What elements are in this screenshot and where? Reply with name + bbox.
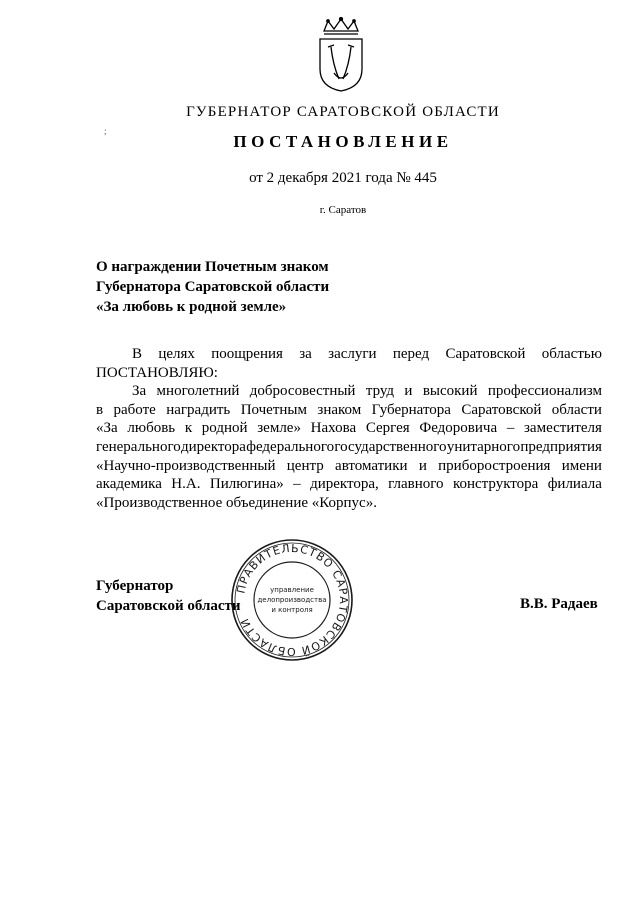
body-word: – (506, 420, 515, 437)
coat-of-arms-emblem (314, 17, 368, 93)
body-word: знаком (317, 401, 362, 418)
body-word: за (299, 346, 312, 362)
body-word: целях (158, 346, 195, 362)
position-line: Саратовской области (96, 598, 241, 614)
body-word: земле» (257, 420, 301, 437)
body-word: унитарного (446, 438, 521, 455)
body-word: работе (113, 401, 156, 418)
body-word: Пилюгина» (209, 476, 284, 493)
body-word: – (293, 476, 301, 493)
body-line (96, 438, 602, 457)
body-word: директора, (310, 476, 379, 493)
body-word: федерального (246, 438, 335, 455)
body-word: Федоровича (419, 420, 498, 437)
document-body (96, 345, 602, 512)
body-word: профессионализм (487, 383, 602, 400)
body-word: «Научно-производственный (96, 457, 276, 474)
body-word: Саратовской (461, 401, 542, 418)
body-word: наградить (166, 401, 231, 418)
stamp-inner-line: и контроля (271, 606, 313, 614)
signatory-name: В.В. Радаев (520, 596, 598, 612)
body-line (96, 382, 602, 401)
body-word: директора (181, 438, 246, 455)
body-word: государственного (334, 438, 447, 455)
body-line (96, 457, 602, 476)
body-word: многолетний (156, 383, 240, 400)
decree-keyword: ПОСТАНОВЛЯЮ: (96, 364, 218, 381)
body-word: автоматики (335, 457, 408, 474)
body-word: добросовестный (249, 383, 356, 400)
stamp-outer-text: ПРАВИТЕЛЬСТВО САРАТОВСКОЙ ОБЛАСТИ (234, 541, 351, 659)
body-word: области (551, 401, 602, 418)
body-word: предприятия (520, 438, 602, 455)
subject-line: «За любовь к родной земле» (96, 299, 287, 315)
body-word: любовь (127, 420, 176, 437)
body-word: Губернатора (371, 401, 451, 418)
document-date-number: от 2 декабря 2021 года № 445 (249, 170, 437, 186)
body-word: филиала (547, 476, 602, 493)
margin-mark: ; (104, 126, 107, 136)
body-word: За (132, 383, 147, 400)
body-word: труд (365, 383, 395, 400)
body-word: Н.А. (171, 476, 201, 493)
document-city: г. Саратов (319, 204, 367, 216)
body-word: академика (96, 476, 162, 493)
body-line (96, 419, 602, 438)
subject-line: Губернатора Саратовской области (96, 279, 330, 295)
body-word: поощрения (211, 346, 283, 362)
stamp-inner-line: управление (270, 586, 314, 594)
issuing-authority: ГУБЕРНАТОР САРАТОВСКОЙ ОБЛАСТИ (186, 104, 500, 120)
body-word: генерального (96, 438, 181, 455)
body-last-line: «Производственное объединение «Корпус». (96, 494, 377, 511)
body-word: и (418, 457, 427, 474)
body-word: высокий (422, 383, 478, 400)
subject-line: О награждении Почетным знаком (96, 259, 329, 275)
body-word: имени (561, 457, 602, 474)
body-word: заслуги (328, 346, 377, 362)
body-word: конструктора (452, 476, 539, 493)
position-line: Губернатор (96, 578, 174, 594)
body-line (96, 345, 602, 364)
stamp-inner-line: делопроизводства (257, 596, 327, 604)
document-subject (96, 257, 416, 317)
signatory-position (96, 576, 241, 616)
body-word: приборостроения (438, 457, 551, 474)
body-word: главного (388, 476, 444, 493)
body-word: заместителя (524, 420, 602, 437)
document-type: ПОСТАНОВЛЕНИЕ (233, 132, 453, 151)
body-word: В (132, 346, 143, 362)
body-word: Почетным (240, 401, 307, 418)
body-word: «За (96, 420, 118, 437)
body-word: и (404, 383, 413, 400)
body-word: центр (286, 457, 324, 474)
body-word: перед (392, 346, 430, 362)
body-word: Сергея (365, 420, 410, 437)
body-word: родной (201, 420, 248, 437)
body-line (96, 401, 602, 420)
body-word: к (184, 420, 193, 437)
body-word: Саратовской (445, 346, 526, 362)
body-word: областью (541, 346, 602, 362)
body-word: в (96, 401, 104, 418)
body-line (96, 475, 602, 494)
body-word: Нахова (310, 420, 357, 437)
official-stamp (230, 538, 354, 662)
